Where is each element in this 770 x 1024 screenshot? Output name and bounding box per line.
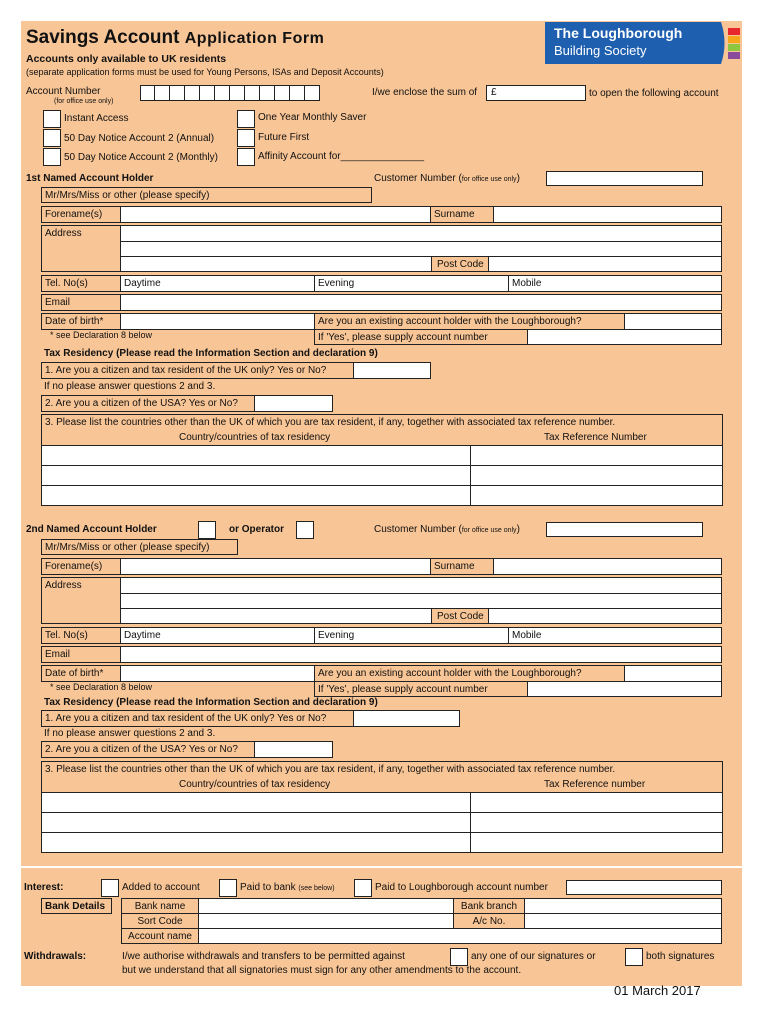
bank-branch-label: Bank branch xyxy=(453,898,525,914)
checkbox-one-year-saver[interactable] xyxy=(237,110,255,128)
holder1-mobile-input[interactable]: Mobile xyxy=(508,275,722,292)
bank-branch-input[interactable] xyxy=(524,898,722,914)
holder1-postcode-label: Post Code xyxy=(431,256,489,272)
account-name-input[interactable] xyxy=(198,928,722,944)
customer-number-small: for office use only xyxy=(461,176,517,183)
holder2-if-no: If no please answer questions 2 and 3. xyxy=(44,728,216,739)
holder2-or-operator: or Operator xyxy=(229,524,285,535)
holder1-surname-label: Surname xyxy=(430,206,494,223)
checkbox-paid-to-bank[interactable] xyxy=(219,879,237,897)
holder1-email-label: Email xyxy=(41,294,121,311)
holder1-surname-input[interactable] xyxy=(493,206,722,223)
holder2-existing-holder-input[interactable] xyxy=(624,665,722,682)
holder1-address-line2[interactable] xyxy=(120,241,722,257)
holder2-address-line3[interactable] xyxy=(120,608,432,624)
bank-details-label: Bank Details xyxy=(41,898,112,914)
holder1-ref-row3[interactable] xyxy=(470,485,723,506)
holder1-tel-label: Tel. No(s) xyxy=(41,275,121,292)
holder2-dob-input[interactable] xyxy=(120,665,315,682)
holder2-forename-input[interactable] xyxy=(120,558,431,575)
holder1-ref-row2[interactable] xyxy=(470,465,723,486)
enclose-sum-label: I/we enclose the sum of xyxy=(372,87,478,98)
see-below-note: (see below) xyxy=(298,885,335,892)
account-number-label: Account Number xyxy=(26,86,101,97)
checkbox-50day-annual[interactable] xyxy=(43,129,61,147)
interest-label: Interest: xyxy=(24,882,64,893)
checkbox-instant-access[interactable] xyxy=(43,110,61,128)
holder1-if-no: If no please answer questions 2 and 3. xyxy=(44,381,216,392)
holder1-dob-label: Date of birth* xyxy=(41,313,121,330)
holder2-ref-row1[interactable] xyxy=(470,792,723,813)
holder1-existing-holder-input[interactable] xyxy=(624,313,722,330)
bank-name-input[interactable] xyxy=(198,898,454,914)
holder2-daytime-input[interactable]: Daytime xyxy=(120,627,315,644)
interest-paid-loughborough: Paid to Loughborough account number xyxy=(375,882,548,893)
office-use-note: (for office use only) xyxy=(54,98,114,105)
holder2-evening-input[interactable]: Evening xyxy=(314,627,509,644)
option-future-first: Future First xyxy=(258,132,310,143)
holder2-customer-number-label xyxy=(374,524,520,535)
holder1-email-input[interactable] xyxy=(120,294,722,311)
holder1-customer-number-input[interactable] xyxy=(546,171,703,186)
customer-number-text: Customer Number ( xyxy=(374,173,462,184)
checkbox-paid-loughborough[interactable] xyxy=(354,879,372,897)
holder2-see-declaration: * see Declaration 8 below xyxy=(50,682,153,692)
holder2-surname-input[interactable] xyxy=(493,558,722,575)
holder1-evening-input[interactable]: Evening xyxy=(314,275,509,292)
form-note: (separate application forms must be used for Young Persons, ISAs and Deposit Accounts) xyxy=(26,67,384,77)
holder2-country-row2[interactable] xyxy=(41,812,471,833)
holder2-country-row3[interactable] xyxy=(41,832,471,853)
holder2-customer-number-input[interactable] xyxy=(546,522,703,537)
holder2-ref-row2[interactable] xyxy=(470,812,723,833)
holder1-tax-heading: Tax Residency (Please read the Information Section and declaration 9) xyxy=(44,348,378,359)
loughborough-account-input[interactable] xyxy=(566,880,722,895)
form-title xyxy=(26,27,324,49)
holder2-title-field[interactable]: Mr/Mrs/Miss or other (please specify) xyxy=(41,539,238,555)
customer-number-small: for office use only xyxy=(461,527,517,534)
holder1-address-line3[interactable] xyxy=(120,256,432,272)
enclose-sum-input[interactable] xyxy=(486,85,586,101)
holder2-col-country: Country/countries of tax residency xyxy=(179,779,331,790)
holder1-postcode-input[interactable] xyxy=(488,256,722,272)
sort-code-input[interactable] xyxy=(198,913,454,929)
logo-line2: Building Society xyxy=(554,43,647,58)
withdrawals-text1: I/we authorise withdrawals and transfers to be permitted against xyxy=(122,951,405,962)
withdrawals-label: Withdrawals: xyxy=(24,951,87,962)
holder2-q1-label: 1. Are you a citizen and tax resident of the UK only? Yes or No? xyxy=(41,710,354,727)
holder1-q1-label: 1. Are you a citizen and tax resident of the UK only? Yes or No? xyxy=(41,362,354,379)
option-affinity: Affinity Account for_______________ xyxy=(258,151,425,162)
holder1-dob-input[interactable] xyxy=(120,313,315,330)
holder2-if-yes-label: If 'Yes', please supply account number xyxy=(314,681,528,697)
society-logo xyxy=(545,22,741,64)
logo-line1: The Loughborough xyxy=(554,25,683,41)
option-50day-monthly: 50 Day Notice Account 2 (Monthly) xyxy=(64,152,218,163)
title-bold: Savings Account xyxy=(26,27,180,48)
customer-number-close: ) xyxy=(516,524,520,535)
checkbox-50day-monthly[interactable] xyxy=(43,148,61,166)
holder2-mobile-input[interactable]: Mobile xyxy=(508,627,722,644)
holder2-q2-input[interactable] xyxy=(254,741,333,758)
holder1-existing-holder-label: Are you an existing account holder with the Loughborough? xyxy=(314,313,625,330)
holder1-heading: 1st Named Account Holder xyxy=(26,173,154,184)
holder2-tel-label: Tel. No(s) xyxy=(41,627,121,644)
currency-symbol: £ xyxy=(491,87,497,98)
holder1-q2-input[interactable] xyxy=(254,395,333,412)
holder2-account-number-input[interactable] xyxy=(527,681,722,697)
option-50day-annual: 50 Day Notice Account 2 (Annual) xyxy=(64,133,215,144)
form-subtitle: Accounts only available to UK residents xyxy=(26,53,227,65)
holder1-col-ref: Tax Reference Number xyxy=(544,432,647,443)
holder2-q3-label: 3. Please list the countries other than the UK of which you are tax resident, if any, together with associated tax reference number. xyxy=(45,764,616,775)
holder1-see-declaration: * see Declaration 8 below xyxy=(50,330,153,340)
holder2-surname-label: Surname xyxy=(430,558,494,575)
checkbox-operator[interactable] xyxy=(296,521,314,539)
checkbox-any-one-signature[interactable] xyxy=(450,948,468,966)
holder2-tax-heading: Tax Residency (Please read the Information Section and declaration 9) xyxy=(44,697,378,708)
holder2-col-ref: Tax Reference number xyxy=(544,779,646,790)
checkbox-future-first[interactable] xyxy=(237,129,255,147)
footer-date: 01 March 2017 xyxy=(614,983,701,998)
holder2-forename-label: Forename(s) xyxy=(41,558,121,575)
holder1-customer-number-label xyxy=(374,173,520,184)
withdrawals-any-one: any one of our signatures or xyxy=(471,951,596,962)
holder1-q1-input[interactable] xyxy=(353,362,431,379)
ac-no-input[interactable] xyxy=(524,913,722,929)
holder1-col-country: Country/countries of tax residency xyxy=(179,432,331,443)
holder2-country-row1[interactable] xyxy=(41,792,471,813)
checkbox-affinity[interactable] xyxy=(237,148,255,166)
option-instant-access: Instant Access xyxy=(64,113,129,124)
account-name-label: Account name xyxy=(121,928,199,944)
holder2-ref-row3[interactable] xyxy=(470,832,723,853)
holder1-country-row3[interactable] xyxy=(41,485,471,506)
holder2-postcode-input[interactable] xyxy=(488,608,722,624)
checkbox-second-holder[interactable] xyxy=(198,521,216,539)
holder2-address-line1[interactable] xyxy=(120,577,722,594)
holder1-q3-label: 3. Please list the countries other than the UK of which you are tax resident, if any, together with associated tax reference number. xyxy=(45,417,616,428)
holder2-q3-box xyxy=(41,761,723,793)
ac-no-label: A/c No. xyxy=(453,913,525,929)
checkbox-both-signatures[interactable] xyxy=(625,948,643,966)
holder1-account-number-input[interactable] xyxy=(527,329,722,345)
holder2-address-label: Address xyxy=(41,577,121,624)
holder1-q3-box xyxy=(41,414,723,446)
holder2-postcode-label: Post Code xyxy=(431,608,489,624)
holder1-daytime-input[interactable]: Daytime xyxy=(120,275,315,292)
holder1-forename-label: Forename(s) xyxy=(41,206,121,223)
holder2-email-input[interactable] xyxy=(120,646,722,663)
holder1-ref-row1[interactable] xyxy=(470,445,723,466)
holder2-q2-label: 2. Are you a citizen of the USA? Yes or No? xyxy=(41,741,255,758)
holder1-country-row1[interactable] xyxy=(41,445,471,466)
option-one-year-saver: One Year Monthly Saver xyxy=(258,112,367,123)
withdrawals-both: both signatures xyxy=(646,951,715,962)
holder2-q1-input[interactable] xyxy=(353,710,460,727)
holder2-existing-holder-label: Are you an existing account holder with the Loughborough? xyxy=(314,665,625,682)
holder2-email-label: Email xyxy=(41,646,121,663)
bank-name-label: Bank name xyxy=(121,898,199,914)
holder1-forename-input[interactable] xyxy=(120,206,431,223)
account-number-grid[interactable] xyxy=(140,85,320,101)
holder1-address-line1[interactable] xyxy=(120,225,722,242)
interest-added: Added to account xyxy=(122,882,200,893)
title-rest: Application Form xyxy=(184,30,325,47)
sort-code-label: Sort Code xyxy=(121,913,199,929)
customer-number-close: ) xyxy=(516,173,520,184)
holder2-dob-label: Date of birth* xyxy=(41,665,121,682)
customer-number-text: Customer Number ( xyxy=(374,524,462,535)
checkbox-added-to-account[interactable] xyxy=(101,879,119,897)
paid-bank-text: Paid to bank xyxy=(240,882,296,893)
withdrawals-text2: but we understand that all signatories must sign for any other amendments to the account. xyxy=(122,965,522,976)
holder2-heading: 2nd Named Account Holder xyxy=(26,524,157,535)
holder1-if-yes-label: If 'Yes', please supply account number xyxy=(314,329,528,345)
holder2-address-line2[interactable] xyxy=(120,593,722,609)
holder1-q2-label: 2. Are you a citizen of the USA? Yes or No? xyxy=(41,395,255,412)
open-account-label: to open the following account xyxy=(589,88,719,99)
interest-paid-bank xyxy=(240,882,335,893)
holder1-country-row2[interactable] xyxy=(41,465,471,486)
holder1-title-field[interactable]: Mr/Mrs/Miss or other (please specify) xyxy=(41,187,372,203)
holder1-address-label: Address xyxy=(41,225,121,272)
